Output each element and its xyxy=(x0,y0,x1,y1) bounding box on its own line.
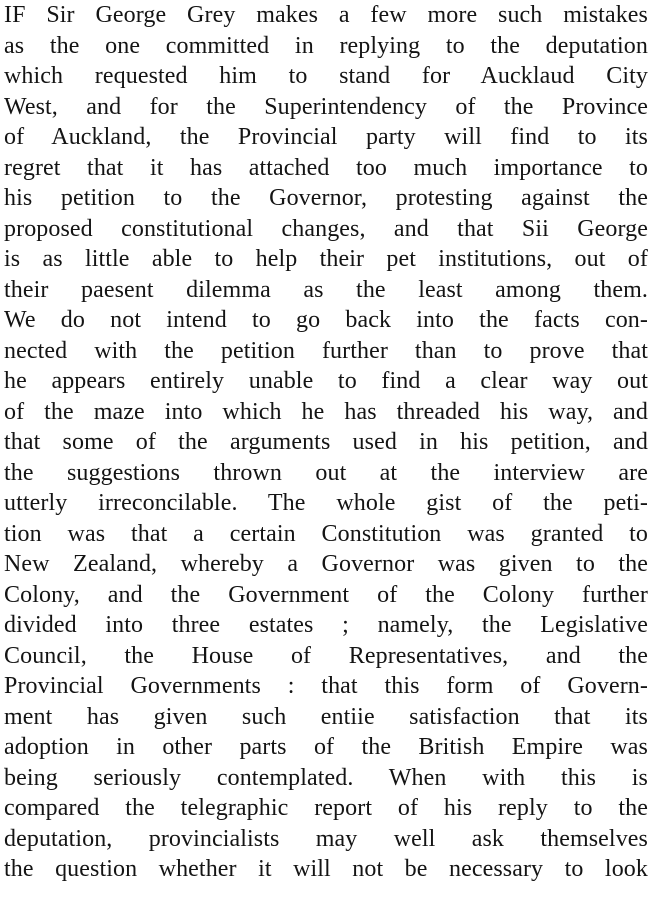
text-line: utterly irreconcilable. The whole gist of the peti- xyxy=(4,490,648,516)
text-line: deputation, provincialists may well ask themselves xyxy=(4,825,648,852)
text-line: their paesent dilemma as the least among them. xyxy=(4,276,648,303)
text-line: We do not intend to go back into the facts con- xyxy=(4,307,648,333)
text-line: regret that it has attached too much importance to xyxy=(4,154,648,181)
text-line: New Zealand, whereby a Governor was given to the xyxy=(4,551,648,577)
text-line: that some of the arguments used in his petition, and xyxy=(4,429,648,455)
text-line: Colony, and the Government of the Colony further xyxy=(4,581,648,608)
text-line: as the one committed in replying to the deputation xyxy=(4,32,648,59)
text-line: compared the telegraphic report of his reply to the xyxy=(4,795,648,821)
text-line: which requested him to stand for Aucklaud City xyxy=(4,63,648,89)
text-line: is as little able to help their pet institutions, out of xyxy=(4,246,648,272)
text-line: adoption in other parts of the British Empire was xyxy=(4,734,648,760)
text-line: West, and for the Superintendency of the Province xyxy=(4,93,648,120)
text-line: nected with the petition further than to prove that xyxy=(4,337,648,364)
text-line: Council, the House of Representatives, and the xyxy=(4,642,648,669)
text-line: IF Sir George Grey makes a few more such mistakes xyxy=(4,2,648,28)
text-line: being seriously contemplated. When with this is xyxy=(4,764,648,791)
text-line: the question whether it will not be necessary to look xyxy=(4,856,648,882)
text-line: he appears entirely unable to find a clear way out xyxy=(4,368,648,394)
text-line: of the maze into which he has threaded his way, and xyxy=(4,398,648,425)
article-column xyxy=(4,0,648,885)
text-line: divided into three estates ; namely, the Legislative xyxy=(4,612,648,638)
text-line: ment has given such entiie satisfaction that its xyxy=(4,703,648,730)
text-line: tion was that a certain Constitution was granted to xyxy=(4,520,648,547)
text-line: his petition to the Governor, protesting against the xyxy=(4,185,648,211)
text-line: proposed constitutional changes, and that Sii George xyxy=(4,215,648,242)
text-line: Provincial Governments : that this form of Govern- xyxy=(4,673,648,699)
text-line: the suggestions thrown out at the interview are xyxy=(4,459,648,486)
text-line: of Auckland, the Provincial party will find to its xyxy=(4,124,648,150)
